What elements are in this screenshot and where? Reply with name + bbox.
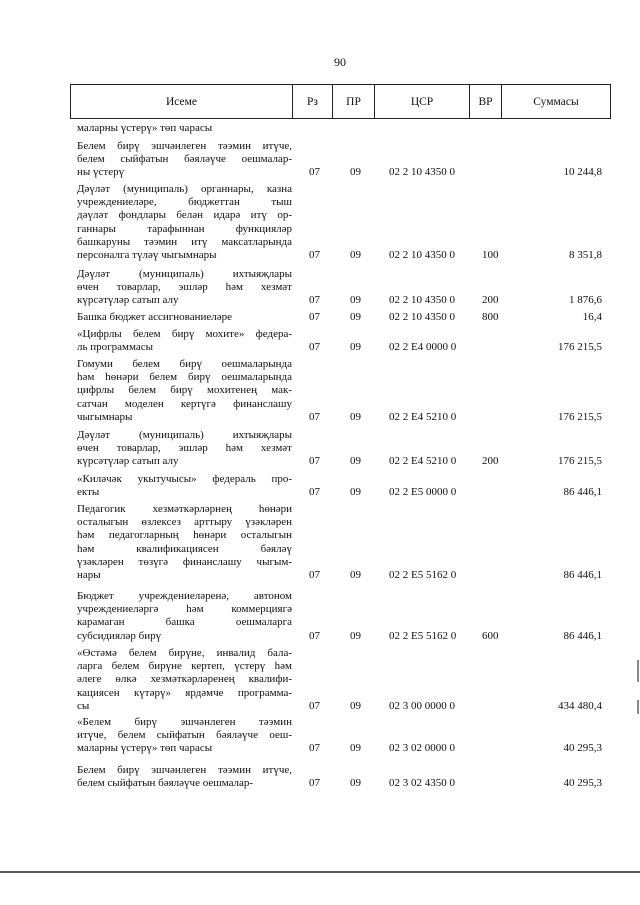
- cell-rz: 07: [309, 455, 320, 468]
- row-name-line: Дәүләт (муниципаль) ихтыяҗлары: [77, 268, 292, 280]
- cell-sum: 8 351,8: [569, 249, 602, 261]
- cell-sum: 176 215,5: [558, 455, 602, 468]
- cell-vr: 100: [482, 249, 499, 261]
- header-pr: ПР: [333, 85, 375, 119]
- row-name-line: ны үстерү: [77, 166, 125, 179]
- row-name-line: ганнары тарафыннан функцияләр: [77, 222, 292, 235]
- cell-pr: 09: [350, 486, 361, 499]
- cell-sum: 16,4: [582, 311, 602, 323]
- cell-rz: 07: [309, 249, 320, 261]
- cell-pr: 09: [350, 294, 361, 307]
- row-name-line: осталыгын өзлексез арттыру үзәкләрен: [77, 516, 292, 529]
- cell-sum: 86 446,1: [563, 569, 602, 581]
- cell-sum: 434 480,4: [558, 699, 602, 712]
- cell-sum: 40 295,3: [563, 777, 602, 790]
- row-name-line: белем сыйфатын бәяләүче оешмалар-: [77, 153, 292, 166]
- cell-rz: 07: [309, 341, 320, 354]
- cell-vr: 600: [482, 629, 499, 642]
- cell-rz: 07: [309, 410, 320, 423]
- cell-pr: 09: [350, 742, 361, 755]
- cell-vr: 200: [482, 294, 499, 307]
- row-name-line: карамаган башка оешмаларга: [77, 616, 292, 629]
- row-name-line: маларны үстерү» төп чарасы: [77, 742, 213, 755]
- row-name: [77, 358, 292, 424]
- row-name-line: әлеге өлкә хезмәткәрләренең квалифи-: [77, 673, 292, 686]
- scan-edge-line: [0, 871, 640, 873]
- cell-csr: 02 3 00 0000 0: [389, 699, 455, 712]
- row-name-line: өчен товарлар, эшләр һәм хезмәт: [77, 442, 292, 455]
- row-name-line: үзәкләрен төзүгә финанслашу чыгым-: [77, 555, 292, 568]
- row-name-line: Педагогик хезмәткәрләрнең һөнәри: [77, 503, 292, 515]
- row-name-line: һәм педагогларның һөнәри осталыгын: [77, 529, 292, 542]
- row-name-line: учреждениеләре, бюджеттан тыш: [77, 196, 292, 209]
- row-name: [77, 473, 292, 499]
- row-name-line: учреждениеләргә һәм коммерциягә: [77, 603, 292, 616]
- row-name-line: башкаруны тәэмин итү максатларында: [77, 235, 292, 248]
- row-name-line: белем сыйфатын бәяләүче оешмалар-: [77, 777, 254, 790]
- row-name-line: «Өстәмә белем бирүне, инвалид бала-: [77, 647, 292, 659]
- cell-csr: 02 2 E5 5162 0: [389, 629, 457, 642]
- cell-rz: 07: [309, 311, 320, 323]
- cell-rz: 07: [309, 742, 320, 755]
- page-number: 90: [334, 55, 346, 69]
- header-vr: ВР: [470, 85, 502, 119]
- cell-pr: 09: [350, 166, 361, 179]
- cell-pr: 09: [350, 777, 361, 790]
- row-name: [77, 590, 292, 643]
- row-name-line: Белем бирү эшчәнлеген тәэмин итүче,: [77, 140, 292, 152]
- row-name: [77, 183, 292, 262]
- table-header: [70, 84, 611, 119]
- cell-csr: 02 2 E4 5210 0: [389, 410, 457, 423]
- row-name-line: «Цифрлы белем бирү мохите» федера-: [77, 328, 292, 340]
- cell-csr: 02 2 E4 0000 0: [389, 341, 457, 354]
- header-rz: Рз: [293, 85, 333, 119]
- row-name: [77, 716, 292, 756]
- cell-vr: 800: [482, 311, 499, 323]
- cell-csr: 02 2 10 4350 0: [389, 311, 455, 323]
- cell-sum: 1 876,6: [569, 294, 602, 307]
- cell-sum: 86 446,1: [563, 629, 602, 642]
- cell-rz: 07: [309, 699, 320, 712]
- cell-pr: 09: [350, 629, 361, 642]
- cell-rz: 07: [309, 569, 320, 581]
- row-name: [77, 503, 292, 582]
- row-name-line: кациясен күтәрү» ярдәмче программа-: [77, 686, 292, 699]
- row-name-line: Бюджет учреждениеләренә, автоном: [77, 590, 292, 602]
- cell-pr: 09: [350, 699, 361, 712]
- cell-pr: 09: [350, 249, 361, 261]
- row-name-line: нары: [77, 568, 101, 581]
- row-name: [77, 764, 292, 790]
- cell-csr: 02 3 02 0000 0: [389, 742, 455, 755]
- cell-pr: 09: [350, 410, 361, 423]
- cell-sum: 10 244,8: [563, 166, 602, 179]
- scan-edge-mark: [637, 700, 639, 714]
- row-name-line: ларга белем бирүне кертеп, үстерү һәм: [77, 660, 292, 673]
- row-name-line: «Белем бирү эшчәнлеген тәэмин: [77, 716, 292, 728]
- cell-rz: 07: [309, 629, 320, 642]
- cell-sum: 40 295,3: [563, 742, 602, 755]
- row-name: [77, 429, 292, 469]
- row-name-line: субсидияләр бирү: [77, 629, 162, 642]
- row-name-line: екты: [77, 486, 100, 499]
- row-name-line: күрсәтүләр сатып алу: [77, 294, 179, 307]
- header-csr: ЦСР: [375, 85, 470, 119]
- cell-pr: 09: [350, 569, 361, 581]
- cell-csr: 02 2 10 4350 0: [389, 294, 455, 307]
- row-name-line: күрсәтүләр сатып алу: [77, 455, 179, 468]
- header-sum: Суммасы: [502, 85, 611, 119]
- row-name-line: өчен товарлар, эшләр һәм хезмәт: [77, 281, 292, 294]
- scan-edge-mark: [637, 660, 639, 682]
- cell-csr: 02 2 E5 5162 0: [389, 569, 457, 581]
- row-name-line: Дәүләт (муниципаль) ихтыяҗлары: [77, 429, 292, 441]
- row-name-line: цифрлы белем бирү мохитенең мак-: [77, 384, 292, 397]
- cell-rz: 07: [309, 777, 320, 790]
- row-name-line: итүче, белем сыйфатын бәяләүче оеш-: [77, 729, 292, 742]
- row-name-line: сы: [77, 699, 90, 712]
- cell-csr: 02 2 E5 0000 0: [389, 486, 457, 499]
- row-name: [77, 328, 292, 354]
- cell-rz: 07: [309, 166, 320, 179]
- row-name: [77, 140, 292, 180]
- row-name: [77, 311, 292, 324]
- row-name-line: Белем бирү эшчәнлеген тәэмин итүче,: [77, 764, 292, 776]
- cell-sum: 176 215,5: [558, 341, 602, 354]
- row-name-line: Башка бюджет ассигнованиеләре: [77, 311, 232, 323]
- cell-csr: 02 3 02 4350 0: [389, 777, 455, 790]
- row-name-line: дәүләт фондлары белән идарә итү ор-: [77, 209, 292, 222]
- row-name-line: персоналга түләү чыгымнары: [77, 248, 217, 261]
- row-name: [77, 268, 292, 308]
- row-name: [77, 122, 292, 135]
- row-name-line: ль программасы: [77, 341, 154, 354]
- cell-rz: 07: [309, 294, 320, 307]
- row-name-line: Дәүләт (муниципаль) органнары, казна: [77, 183, 292, 195]
- cell-sum: 86 446,1: [563, 486, 602, 499]
- cell-csr: 02 2 10 4350 0: [389, 166, 455, 179]
- cell-pr: 09: [350, 341, 361, 354]
- cell-rz: 07: [309, 486, 320, 499]
- cell-csr: 02 2 10 4350 0: [389, 249, 455, 261]
- row-name-line: «Киләчәк укытучысы» федераль про-: [77, 473, 292, 485]
- cell-vr: 200: [482, 455, 499, 468]
- cell-csr: 02 2 E4 5210 0: [389, 455, 457, 468]
- cell-pr: 09: [350, 455, 361, 468]
- header-name: Исеме: [71, 85, 293, 119]
- cell-pr: 09: [350, 311, 361, 323]
- row-name: [77, 647, 292, 713]
- row-name-line: маларны үстерү» төп чарасы: [77, 122, 213, 134]
- row-name-line: һәм һөнәри белем бирү оешмаларында: [77, 371, 292, 384]
- cell-sum: 176 215,5: [558, 410, 602, 423]
- row-name-line: Гомуми белем бирү оешмаларында: [77, 358, 292, 370]
- row-name-line: һәм квалификациясен бәяләү: [77, 542, 292, 555]
- row-name-line: чыгымнары: [77, 410, 133, 423]
- row-name-line: сатчан моделен кертүгә финанслашу: [77, 397, 292, 410]
